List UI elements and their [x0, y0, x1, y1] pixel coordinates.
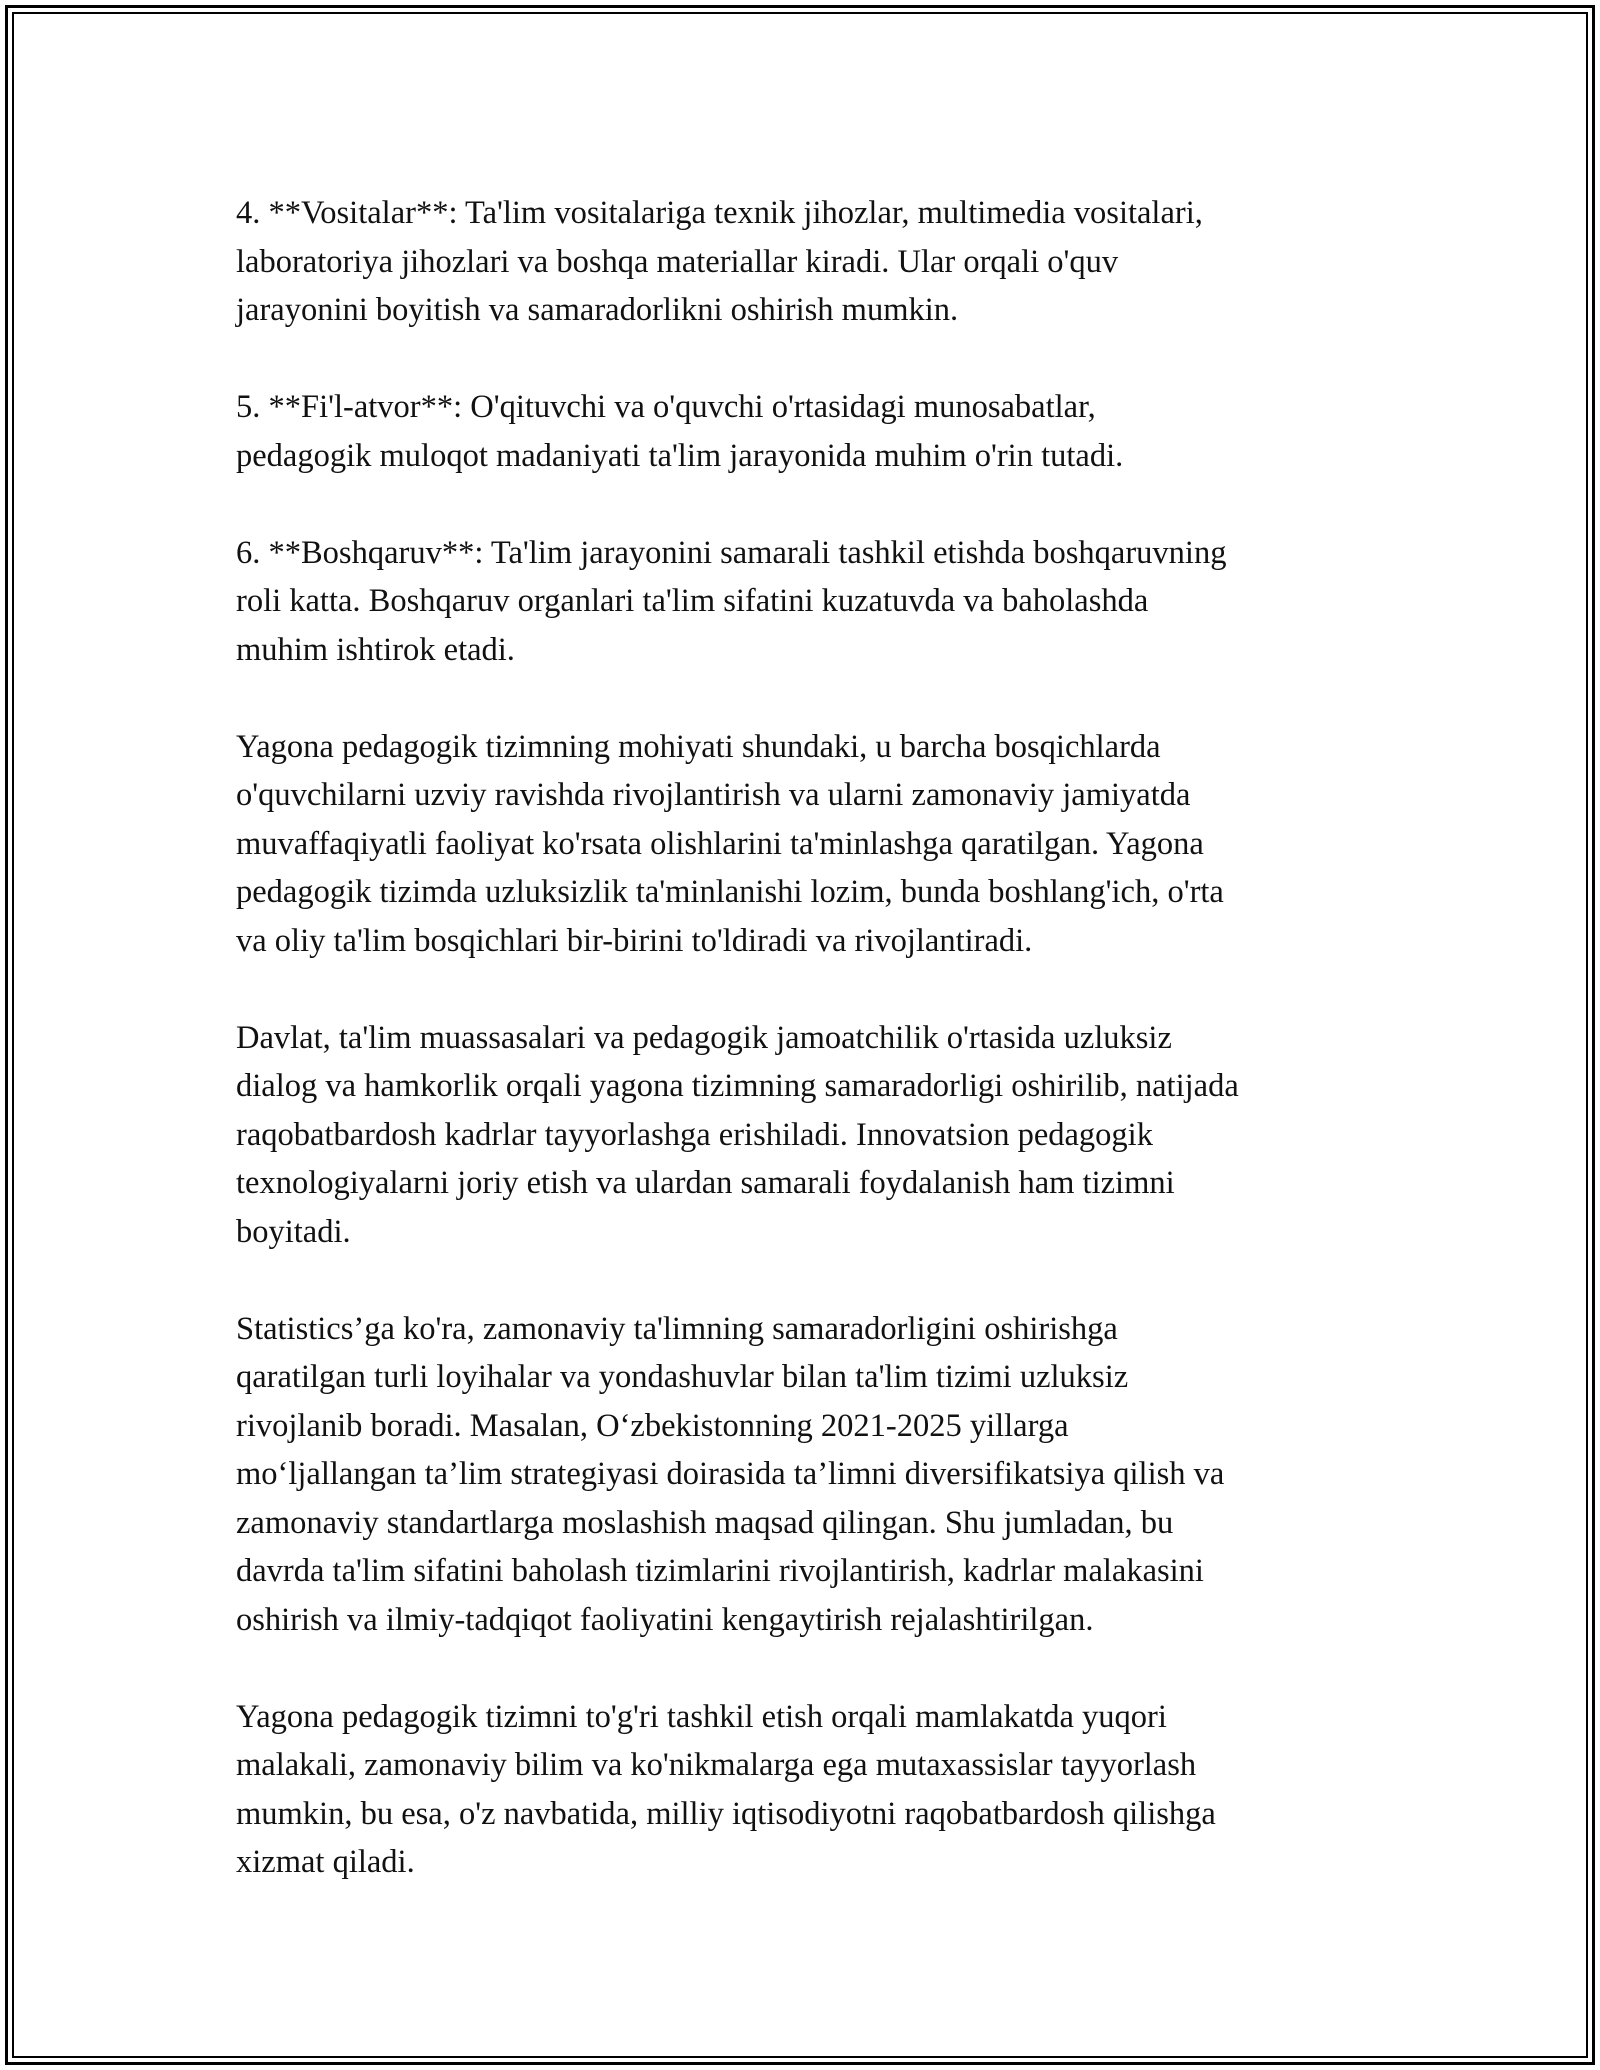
text-line: roli katta. Boshqaruv organlari ta'lim sifatini kuzatuvda va baholashda	[236, 583, 1149, 619]
text-line: 4. **Vositalar**: Ta'lim vositalariga texnik jihozlar, multimedia vositalari,	[236, 195, 1203, 231]
text-line: davrda ta'lim sifatini baholash tizimlarini rivojlantirish, kadrlar malakasini	[236, 1553, 1204, 1589]
text-line: muvaffaqiyatli faoliyat ko'rsata olishlarini ta'minlashga qaratilgan. Yagona	[236, 825, 1204, 862]
text-line: mumkin, bu esa, o'z navbatida, milliy iqtisodiyotni raqobatbardosh qilishga	[236, 1795, 1216, 1832]
text-line: pedagogik muloqot madaniyati ta'lim jarayonida muhim o'rin tutadi.	[236, 437, 1124, 474]
text-line: xizmat qiladi.	[236, 1844, 415, 1880]
text-line: Yagona pedagogik tizimning mohiyati shundaki, u barcha bosqichlarda	[236, 728, 1161, 765]
text-line: boyitadi.	[236, 1213, 351, 1250]
text-line: o'quvchilarni uzviy ravishda rivojlantirish va ularni zamonaviy jamiyatda	[236, 777, 1191, 813]
text-line: Davlat, ta'lim muassasalari va pedagogik jamoatchilik o'rtasida uzluksiz	[236, 1019, 1172, 1056]
text-line: mo‘ljallangan ta’lim strategiyasi doirasida ta’limni diversifikatsiya qilish va	[236, 1456, 1225, 1492]
text-line: rivojlanib boradi. Masalan, O‘zbekistonning 2021-2025 yillarga	[236, 1407, 1069, 1444]
text-line: jarayonini boyitish va samaradorlikni oshirish mumkin.	[236, 292, 959, 328]
document-body	[236, 189, 1386, 1935]
paragraph	[236, 189, 1386, 335]
text-line: pedagogik tizimda uzluksizlik ta'minlanishi lozim, bunda boshlang'ich, o'rta	[236, 874, 1224, 910]
text-line: raqobatbardosh kadrlar tayyorlashga erishiladi. Innovatsion pedagogik	[236, 1116, 1153, 1153]
text-line: va oliy ta'lim bosqichlari bir-birini to'ldiradi va rivojlantiradi.	[236, 922, 1033, 959]
text-line: 6. **Boshqaruv**: Ta'lim jarayonini samarali tashkil etishda boshqaruvning	[236, 534, 1227, 571]
text-line: 5. **Fi'l-atvor**: O'qituvchi va o'quvchi o'rtasidagi munosabatlar,	[236, 389, 1096, 425]
text-line: oshirish va ilmiy-tadqiqot faoliyatini kengaytirish rejalashtirilgan.	[236, 1601, 1094, 1638]
text-line: texnologiyalarni joriy etish va ulardan samarali foydalanish ham tizimni	[236, 1165, 1175, 1201]
paragraph	[236, 1693, 1386, 1887]
text-line: Statistics’ga ko'ra, zamonaviy ta'limning samaradorligini oshirishga	[236, 1310, 1118, 1347]
text-line: malakali, zamonaviy bilim va ko'nikmalarga ega mutaxassislar tayyorlash	[236, 1747, 1197, 1783]
paragraph	[236, 383, 1386, 480]
text-line: qaratilgan turli loyihalar va yondashuvlar bilan ta'lim tizimi uzluksiz	[236, 1359, 1129, 1395]
paragraph	[236, 529, 1386, 675]
text-line: dialog va hamkorlik orqali yagona tizimning samaradorligi oshirilib, natijada	[236, 1068, 1239, 1104]
paragraph	[236, 723, 1386, 966]
text-line: Yagona pedagogik tizimni to'g'ri tashkil etish orqali mamlakatda yuqori	[236, 1698, 1167, 1735]
text-line: laboratoriya jihozlari va boshqa materiallar kiradi. Ular orqali o'quv	[236, 243, 1119, 280]
paragraph	[236, 1014, 1386, 1257]
text-line: zamonaviy standartlarga moslashish maqsad qilingan. Shu jumladan, bu	[236, 1504, 1174, 1541]
text-line: muhim ishtirok etadi.	[236, 631, 515, 668]
paragraph	[236, 1305, 1386, 1645]
